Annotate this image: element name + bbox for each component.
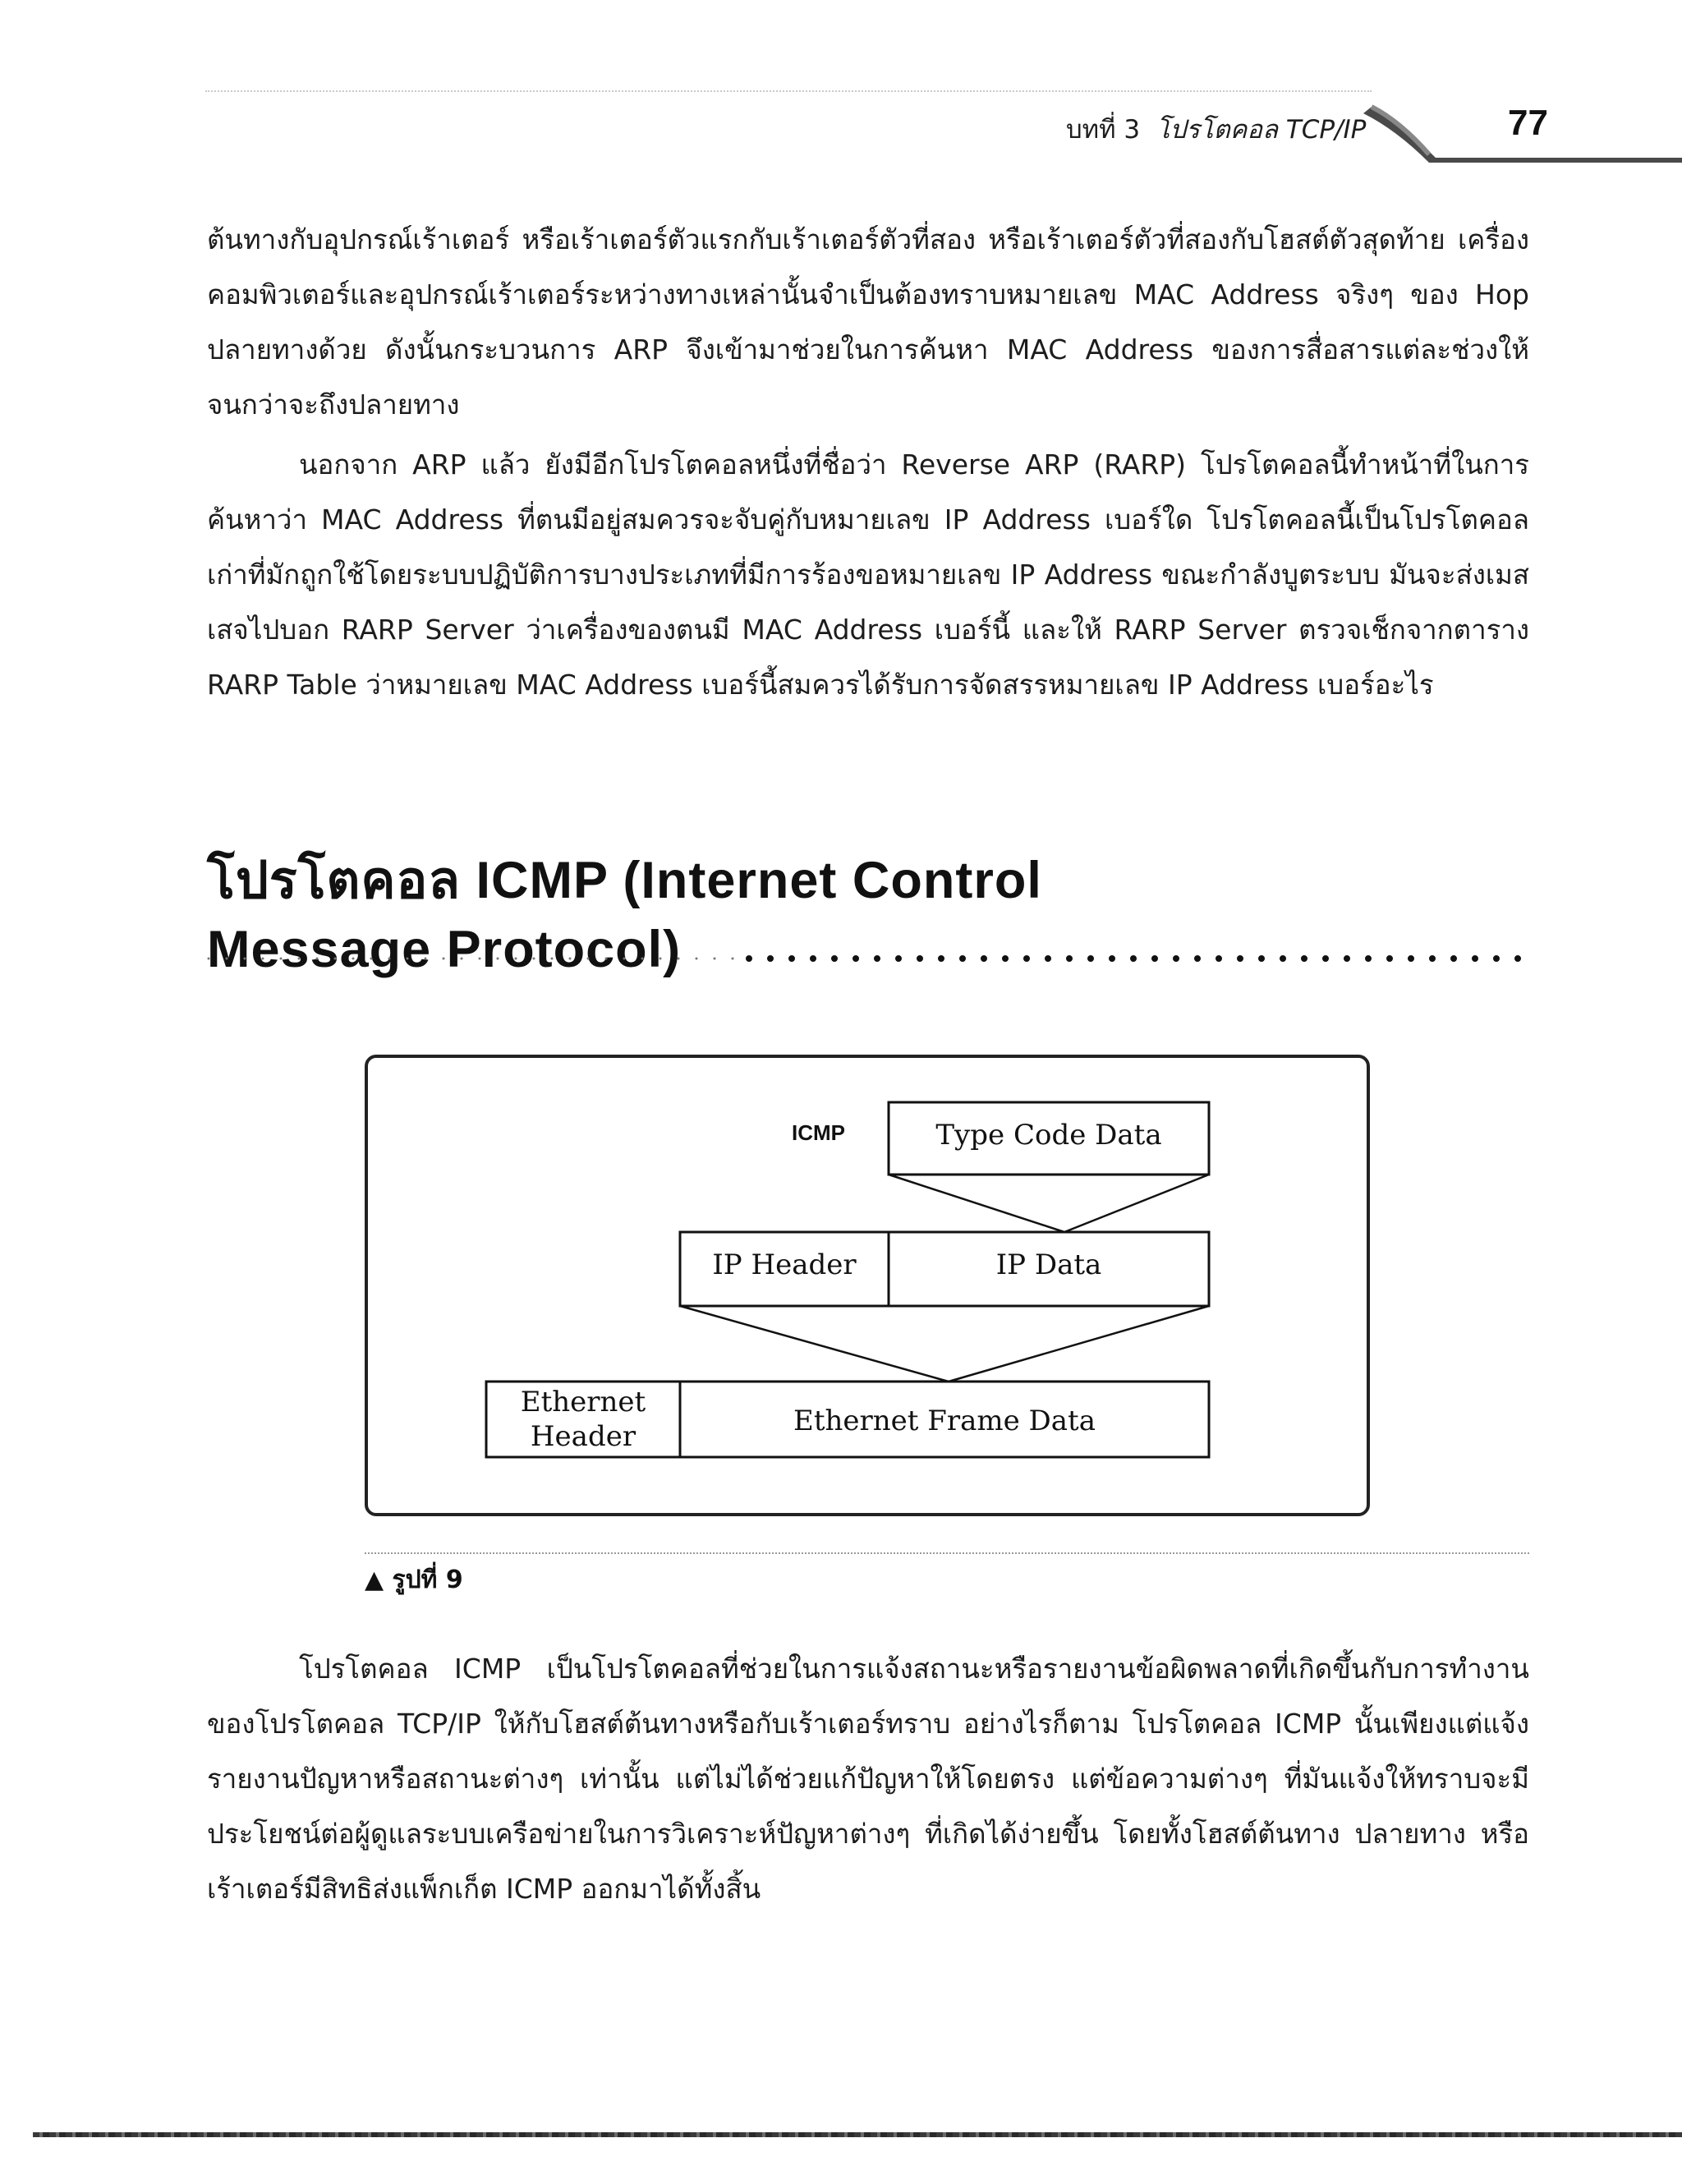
ethernet-frame-data-label: Ethernet Frame Data [793, 1405, 1096, 1437]
paragraph-rarp: นอกจาก ARP แล้ว ยังมีอีกโปรโตคอลหนึ่งที่ชื่อว่า Reverse ARP (RARP) โปรโตคอลนี้ทำหน้าที่ในการค้นหาว่า MAC Address ที่ตนมีอยู่สมควรจะจับคู่กับหมายเลข IP Address เบอร์ใด โปรโตคอลนี้เป็นโปรโตคอลเก่าที่มักถูกใช้โดยระบบปฏิบัติการบางประเภทที่มีการร้องขอหมายเลข IP Address ขณะกำลังบูตระบบ มันจะส่งเมสเสจไปบอก RARP Server ว่าเครื่องของตนมี MAC Address เบอร์นี้ และให้ RARP Server ตรวจเช็กจากตาราง RARP Table ว่าหมายเลข MAC Address เบอร์นี้สมควรได้รับการจัดสรรหมายเลข IP Address เบอร์อะไร [207, 448, 1529, 701]
running-header [1066, 108, 1366, 149]
icmp-tag-label: ICMP [792, 1120, 845, 1145]
paragraph-arp-continuation: ต้นทางกับอุปกรณ์เร้าเตอร์ หรือเร้าเตอร์ตัวแรกกับเร้าเตอร์ตัวที่สอง หรือเร้าเตอร์ตัวที่สองกับโฮสต์ตัวสุดท้าย เครื่องคอมพิวเตอร์และอุปกรณ์เร้าเตอร์ระหว่างทางเหล่านั้นจำเป็นต้องทราบหมายเลข MAC Address จริงๆ ของ Hop ปลายทางด้วย ดังนั้นกระบวนการ ARP จึงเข้ามาช่วยในการค้นหา MAC Address ของการสื่อสารแต่ละช่วงให้จนกว่าจะถึงปลายทาง [207, 223, 1529, 421]
chapter-title: โปรโตคอล TCP/IP [1156, 115, 1367, 145]
figure-caption: ▲ รูปที่ 9 [365, 1566, 463, 1594]
caption-rule [365, 1552, 1529, 1554]
chapter-prefix: บทที่ 3 [1066, 115, 1141, 145]
icmp-box-label: Type Code Data [935, 1119, 1162, 1152]
ethernet-header-label-line1: Ethernet [520, 1386, 646, 1418]
header-rule [205, 90, 1372, 92]
heading-dotted-leader [207, 953, 1531, 964]
section-heading-line2: Message Protocol) [207, 921, 682, 978]
ip-data-label: IP Data [995, 1248, 1102, 1281]
ip-header-label: IP Header [712, 1248, 857, 1281]
section-heading-line1: โปรโตคอล ICMP (Internet Control [207, 852, 1042, 909]
paragraph-icmp: โปรโตคอล ICMP เป็นโปรโตคอลที่ช่วยในการแจ้งสถานะหรือรายงานข้อผิดพลาดที่เกิดขึ้นกับการทำงานของโปรโตคอล TCP/IP ให้กับโฮสต์ต้นทางหรือกับเร้าเตอร์ทราบ อย่างไรก็ตาม โปรโตคอล ICMP นั้นเพียงแต่แจ้งรายงานปัญหาหรือสถานะต่างๆ เท่านั้น แต่ไม่ได้ช่วยแก้ปัญหาให้โดยตรง แต่ข้อความต่างๆ ที่มันแจ้งให้ทราบจะมีประโยชน์ต่อผู้ดูแลระบบเครือข่ายในการวิเคราะห์ปัญหาต่างๆ ที่เกิดได้ง่ายขึ้น โดยทั้งโฮสต์ต้นทาง ปลายทาง หรือเร้าเตอร์มีสิทธิส่งแพ็กเก็ต ICMP ออกมาได้ทั้งสิ้น [207, 1653, 1529, 1905]
ethernet-header-label-line2: Header [530, 1420, 636, 1453]
bottom-border [33, 2132, 1682, 2137]
page-number: 77 [1508, 103, 1548, 143]
ethernet-header-label [486, 1385, 680, 1454]
